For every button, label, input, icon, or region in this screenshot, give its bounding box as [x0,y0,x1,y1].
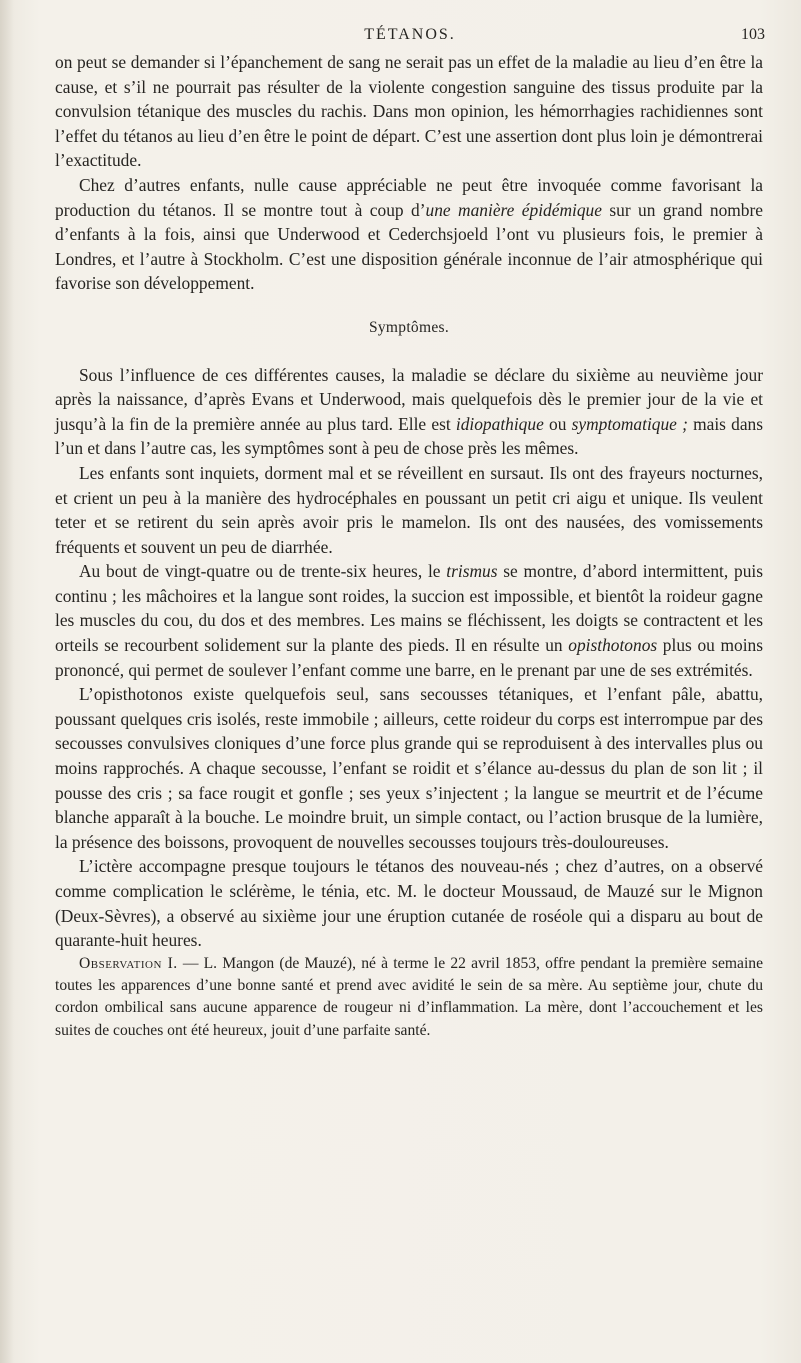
paragraph-3-emphasis-2: symptomatique ; [571,413,688,434]
paragraph-1: on peut se demander si l’épanchement de sang ne serait pas un effet de la maladie au lieu d’en être la cause, et s’il ne pourrait pas résulter de la violente congestion sanguine des tissus produite par la convulsion tétanique des muscles du rachis. Dans mon opinion, les hémorrhagies rachidiennes sont l’effet du tétanos au lieu d’en être le point de départ. C’est une assertion dont plus loin je démontrerai l’exactitude. [55,52,763,171]
running-title: TÉTANOS. [364,26,456,43]
paragraph-2-emphasis: une manière épidémique [425,199,602,220]
paragraph-5-emphasis-1: trismus [446,561,498,582]
observation-1-text: — L. Mangon (de Mauzé), né à terme le 22 avril 1853, offre pendant la première semaine toutes les apparences d’une bonne santé et prend avec avidité le sein de sa mère. Au septième jour, chute du cordon ombilical sans aucune apparence de rougeur ni d’inflammation. La mère, dont l’accouchement et les suites de couches ont été heureux, jouit d’une parfaite santé. [55,954,763,1039]
section-title-symptomes: Symptômes. [368,318,450,336]
paragraph-3-part-a: Sous l’influence de ces différentes causes, la maladie se déclare du sixième au neuvième jour après la naissance, d’après Evans et Underwood, mais quelquefois dès le premier jour de la vie et jusqu’à la fin de la première année au plus tard. Elle est [55,364,763,434]
paragraph-5 [55,559,763,682]
paragraph-7: L’ictère accompagne presque toujours le tétanos des nouveau-nés ; chez d’autres, on a observé comme complication le sclérème, le ténia, etc. M. le docteur Moussaud, de Mauzé sur le Mignon (Deux-Sèvres), a observé au sixième jour une éruption cutanée de roséole qui a disparu au bout de quarante-huit heures. [55,856,763,951]
paragraph-5-part-a: Au bout de vingt-quatre ou de trente-six heures, le [79,561,447,582]
paragraph-2 [55,173,763,296]
paragraph-4: Les enfants sont inquiets, dorment mal et se réveillent en sursaut. Ils ont des frayeurs nocturnes, et crient un peu à la manière des hydrocéphales en poussant un petit cri aigu et unique. Ils veulent teter et se retirent du sein après avoir pris le mamelon. Ils ont des nausées, des vomissements fréquents et souvent un peu de diarrhée. [55,462,763,557]
paragraph-3-part-c: mais dans l’un et dans l’autre cas, les symptômes sont à peu de chose près les mêmes. [55,413,764,459]
paragraph-3 [55,363,763,461]
paragraph-6: L’opisthotonos existe quelquefois seul, sans secousses tétaniques, et l’enfant pâle, abattu, poussant quelques cris isolés, reste immobile ; ailleurs, cette roideur du corps est interrompue par des secousses convulsives cloniques d’une force plus grande qui se reproduisent à des intervalles plus ou moins rapprochés. A chaque secousse, l’enfant se roidit et s’élance au-dessus du plan de son lit ; il pousse des cris ; sa face rougit et gonfle ; ses yeux s’injectent ; la langue se meurtrit et de l’écume blanche apparaît à la bouche. Le moindre bruit, un simple contact, ou l’action brusque de la lumière, la présence des boissons, provoquent de nouvelles secousses toujours très-douloureuses. [55,684,763,852]
paragraph-2-part-a: Chez d’autres enfants, nulle cause appréciable ne peut être invoquée comme favorisant la production du tétanos. Il se montre tout à coup d’ [55,174,763,220]
paragraph-3-emphasis-1: idiopathique [455,413,544,434]
paragraph-5-part-b: se montre, d’abord intermittent, puis continu ; les mâchoires et la langue sont roides, la succion est impossible, et bientôt la roideur gagne les muscles du cou, du dos et des membres. Les mains se fléchissent, les doigts se contractent et les orteils se recourbent solidement sur la plante des pieds. Il en résulte un [55,561,763,656]
page-header [55,26,765,50]
page-number: 103 [741,26,765,43]
paragraph-2-part-b: sur un grand nombre d’enfants à la fois, ainsi que Underwood et Cederchsjoeld l’ont vu plusieurs fois, le premier à Londres, et l’autre à Stockholm. C’est une disposition générale inconnue de l’air atmosphérique qui favorise son développement. [55,199,763,294]
page-body [55,50,763,1042]
observation-1-title: Observation I. [79,954,178,972]
paragraph-5-emphasis-2: opisthotonos [568,635,658,656]
paragraph-3-part-b: ou [543,413,572,434]
observation-1 [55,953,763,1042]
paragraph-5-part-c: plus ou moins prononcé, qui permet de soulever l’enfant comme une barre, en le prenant par une de ses extrémités. [55,635,763,680]
gutter-shadow [0,0,14,1363]
